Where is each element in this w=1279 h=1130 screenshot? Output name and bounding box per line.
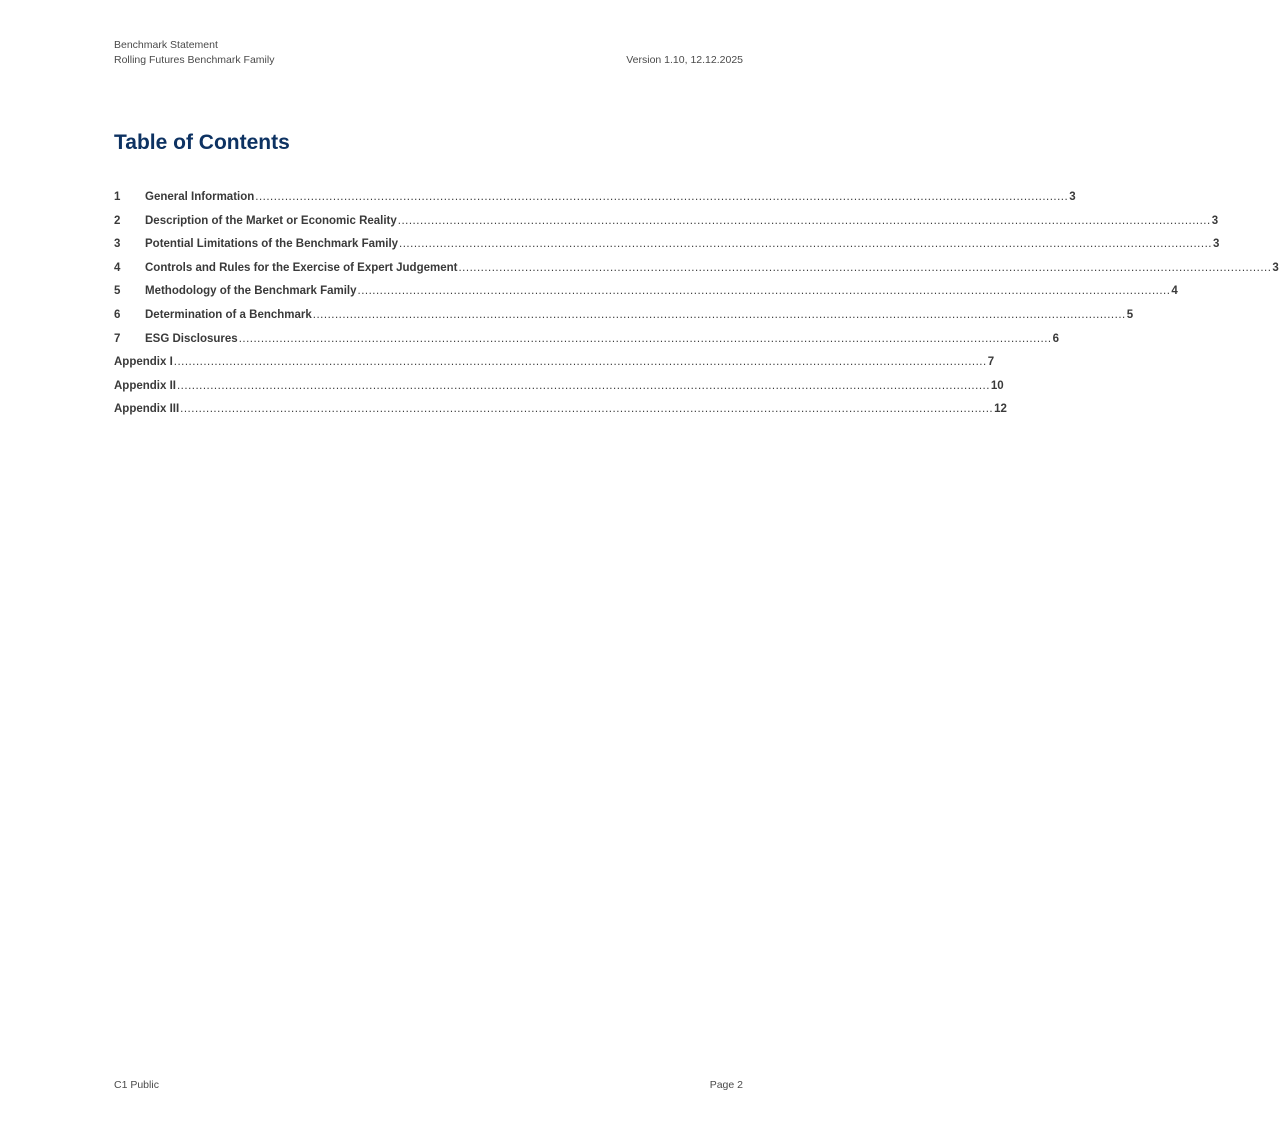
toc-entry-label: Controls and Rules for the Exercise of Expert Judgement — [145, 261, 458, 274]
toc-dot-leader: ............................................................................................................................................................................................................................ — [180, 403, 994, 416]
toc-entry-page: 3 — [1212, 238, 1220, 251]
toc-entry-number: 7 — [114, 332, 121, 345]
header-document-type: Benchmark Statement — [114, 39, 218, 51]
toc-entry-label: Determination of a Benchmark — [145, 308, 312, 321]
toc-entry-appendix-ii[interactable] — [114, 376, 1004, 400]
toc-dot-leader: ............................................................................................................................................................................................................................ — [312, 308, 1126, 321]
toc-entry-page: 4 — [1171, 285, 1178, 298]
toc-entry-determination[interactable] — [114, 305, 1134, 329]
toc-entry-number: 6 — [114, 308, 121, 321]
toc-entry-appendix-i[interactable] — [114, 352, 995, 376]
toc-entry-page: 5 — [1126, 308, 1134, 321]
toc-entry-label: General Information — [145, 191, 255, 203]
toc-entry-label: Appendix III — [114, 403, 180, 416]
table-of-contents — [114, 187, 1279, 423]
toc-entry-page: 12 — [994, 403, 1007, 416]
toc-entry-number: 5 — [114, 285, 121, 298]
toc-dot-leader: ............................................................................................................................................................................................................................ — [458, 261, 1272, 274]
footer-classification: C1 Public — [114, 1079, 159, 1091]
toc-dot-leader: ............................................................................................................................................................................................................................ — [397, 214, 1211, 227]
toc-entry-label: Methodology of the Benchmark Family — [145, 285, 357, 298]
page-header — [114, 38, 274, 68]
toc-entry-general-information[interactable] — [114, 187, 1076, 211]
toc-entry-label: Appendix II — [114, 379, 176, 392]
toc-entry-appendix-iii[interactable] — [114, 399, 1007, 423]
footer-page-number: Page 2 — [709, 1079, 743, 1091]
toc-entry-number: 4 — [114, 261, 121, 274]
toc-dot-leader: ............................................................................................................................................................................................................................ — [399, 238, 1212, 251]
toc-entry-number: 3 — [114, 238, 121, 251]
header-version: Version 1.10, 12.12.2025 — [626, 54, 743, 66]
toc-entry-number: 1 — [114, 191, 121, 203]
toc-entry-page: 3 — [1272, 261, 1279, 274]
toc-entry-page: 6 — [1052, 332, 1060, 345]
toc-dot-leader: ............................................................................................................................................................................................................................ — [255, 191, 1069, 203]
toc-entry-methodology[interactable] — [114, 281, 1178, 305]
toc-entry-description-market[interactable] — [114, 211, 1219, 235]
toc-dot-leader: ............................................................................................................................................................................................................................ — [176, 379, 990, 392]
toc-entry-label: Description of the Market or Economic Reality — [145, 214, 397, 227]
toc-entry-label: Appendix I — [114, 356, 173, 369]
toc-entry-potential-limitations[interactable] — [114, 234, 1220, 258]
toc-dot-leader: ............................................................................................................................................................................................................................ — [357, 285, 1171, 298]
toc-title: Table of Contents — [114, 131, 290, 154]
toc-entry-page: 7 — [987, 356, 995, 369]
toc-entry-label: Potential Limitations of the Benchmark Family — [145, 238, 399, 251]
toc-entry-esg-disclosures[interactable] — [114, 329, 1060, 353]
toc-dot-leader: ............................................................................................................................................................................................................................ — [238, 332, 1052, 345]
toc-dot-leader: ............................................................................................................................................................................................................................ — [173, 356, 987, 369]
toc-entry-label: ESG Disclosures — [145, 332, 238, 345]
header-document-name: Rolling Futures Benchmark Family — [114, 54, 275, 66]
toc-entry-controls-rules[interactable] — [114, 258, 1279, 282]
toc-entry-page: 3 — [1211, 214, 1219, 227]
toc-entry-page: 10 — [990, 379, 1004, 392]
toc-entry-number: 2 — [114, 214, 121, 227]
toc-entry-page: 3 — [1069, 191, 1076, 203]
